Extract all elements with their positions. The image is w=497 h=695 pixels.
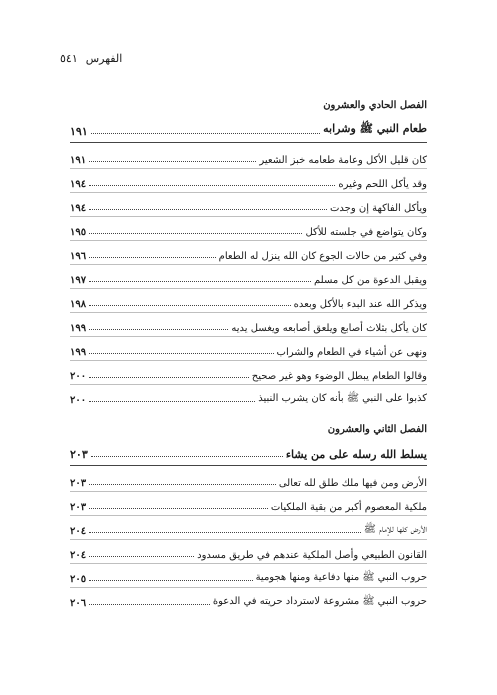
divider [70, 587, 427, 588]
toc-entry-title: حروب النبي ﷺ منها دفاعية ومنها هجومية [255, 572, 427, 583]
toc-entry[interactable] [70, 220, 427, 238]
header-page-number: ٥٤١ [60, 52, 78, 65]
divider [70, 240, 427, 241]
toc-entry[interactable] [70, 172, 427, 190]
toc-entry-title: ويذكر الله عند البدء بالأكل وبعده [293, 299, 427, 310]
divider [70, 563, 427, 564]
toc-entry-title: ملكية المعصوم أكبر من بقية الملكيات [270, 502, 427, 513]
toc-entry[interactable] [70, 471, 427, 489]
divider [70, 539, 427, 540]
toc-entry[interactable] [70, 316, 427, 334]
toc-entry[interactable] [70, 591, 427, 609]
divider [70, 216, 427, 217]
dot-leader [89, 532, 361, 533]
toc-entry[interactable] [70, 148, 427, 166]
toc-entry[interactable] [70, 364, 427, 382]
toc-main-title: يسلط الله رسله على من يشاء [285, 448, 427, 461]
dot-leader [89, 580, 252, 581]
dot-leader [89, 484, 276, 485]
toc-entry[interactable] [70, 268, 427, 286]
toc-entry-title: كان قليل الأكل وعامة طعامه خبز الشعير [259, 155, 427, 166]
toc-entry-title: الأرض ومن فيها ملك طلق لله تعالى [278, 478, 427, 489]
dot-leader [89, 377, 249, 378]
dot-leader [89, 556, 194, 557]
toc-entry-page: ١٩٦ [70, 251, 87, 262]
dot-leader [89, 604, 210, 605]
dot-leader [91, 456, 283, 457]
toc-entry[interactable] [70, 495, 427, 513]
dot-leader [89, 353, 273, 354]
divider [70, 312, 427, 313]
divider [70, 384, 427, 385]
toc-main-title: طعام النبي ﷺ وشرابه [323, 122, 427, 135]
toc-entry-title: الأرض كلها للإمام ﷺ [363, 524, 427, 535]
dot-leader [89, 508, 268, 509]
toc-entry-page: ١٩٤ [70, 179, 87, 190]
toc-main-entry[interactable] [70, 120, 427, 138]
divider [70, 515, 427, 516]
toc-entry-title: وقد يأكل اللحم وغيره [338, 179, 427, 190]
toc-entry-page: ٢٠٤ [70, 550, 87, 561]
toc-entry-title: كان يأكل بثلاث أصابع ويلعق أصابعه ويغسل يديه [231, 323, 427, 334]
dot-leader [89, 305, 291, 306]
toc-entry-title: ويأكل الفاكهة إن وجدت [330, 203, 427, 214]
dot-leader [89, 281, 311, 282]
toc-entry-page: ٢٠٥ [70, 574, 87, 585]
toc-main-page: ٢٠٣ [70, 448, 88, 461]
toc-entry[interactable] [70, 196, 427, 214]
toc-entry-page: ٢٠٣ [70, 502, 87, 513]
divider [70, 360, 427, 361]
toc-entry-page: ١٩٩ [70, 323, 87, 334]
page-header [60, 52, 122, 65]
divider [70, 288, 427, 289]
toc-main-page: ١٩١ [70, 125, 88, 138]
dot-leader [89, 401, 255, 402]
toc-entry[interactable] [70, 340, 427, 358]
toc-entry-page: ١٩٤ [70, 203, 87, 214]
toc-entry[interactable] [70, 567, 427, 585]
divider [70, 491, 427, 492]
dot-leader [89, 185, 335, 186]
toc-main-entry[interactable] [70, 443, 427, 461]
divider [70, 142, 427, 143]
dot-leader [91, 133, 320, 134]
chapter-21-label: الفصل الحادي والعشرون [323, 100, 427, 111]
toc-entry[interactable] [70, 543, 427, 561]
toc-entry[interactable] [70, 519, 427, 537]
toc-entry[interactable] [70, 244, 427, 262]
toc-entry-title: ويقبل الدعوة من كل مسلم [314, 275, 427, 286]
divider [70, 192, 427, 193]
toc-entry-page: ١٩٧ [70, 275, 87, 286]
toc-entry-page: ٢٠٣ [70, 478, 87, 489]
toc-entry-page: ٢٠٠ [70, 371, 87, 382]
toc-entry-title: القانون الطبيعي وأصل الملكية عندهم في طريق مسدود [197, 550, 427, 561]
divider [70, 465, 427, 466]
toc-entry-page: ١٩٨ [70, 299, 87, 310]
divider [70, 168, 427, 169]
dot-leader [89, 233, 302, 234]
dot-leader [89, 257, 216, 258]
toc-entry-title: كذبوا على النبي ﷺ بأنه كان يشرب النبيذ [258, 393, 427, 404]
toc-entry-title: ونهى عن أشياء في الطعام والشراب [276, 347, 427, 358]
divider [70, 336, 427, 337]
toc-entry-title: وفي كثير من حالات الجوع كان الله ينزل له الطعام [218, 251, 427, 262]
toc-entry-page: ١٩١ [70, 155, 87, 166]
toc-entry-page: ١٩٩ [70, 347, 87, 358]
toc-entry-title: حروب النبي ﷺ مشروعة لاسترداد حريته في الدعوة [212, 596, 427, 607]
dot-leader [89, 161, 256, 162]
toc-entry-page: ٢٠٠ [70, 395, 87, 406]
header-title: الفهرس [85, 52, 123, 65]
toc-entry[interactable] [70, 292, 427, 310]
toc-entry-title: وكان يتواضع في جلسته للأكل [305, 227, 427, 238]
chapter-22-label: الفصل الثاني والعشرون [327, 424, 427, 435]
dot-leader [89, 209, 327, 210]
toc-entry-page: ٢٠٦ [70, 598, 87, 609]
toc-entry-title: وقالوا الطعام يبطل الوضوء وهو غير صحيح [251, 371, 427, 382]
toc-entry-page: ٢٠٤ [70, 526, 87, 537]
divider [70, 264, 427, 265]
dot-leader [89, 329, 228, 330]
toc-entry[interactable] [70, 388, 427, 406]
toc-entry-page: ١٩٥ [70, 227, 87, 238]
